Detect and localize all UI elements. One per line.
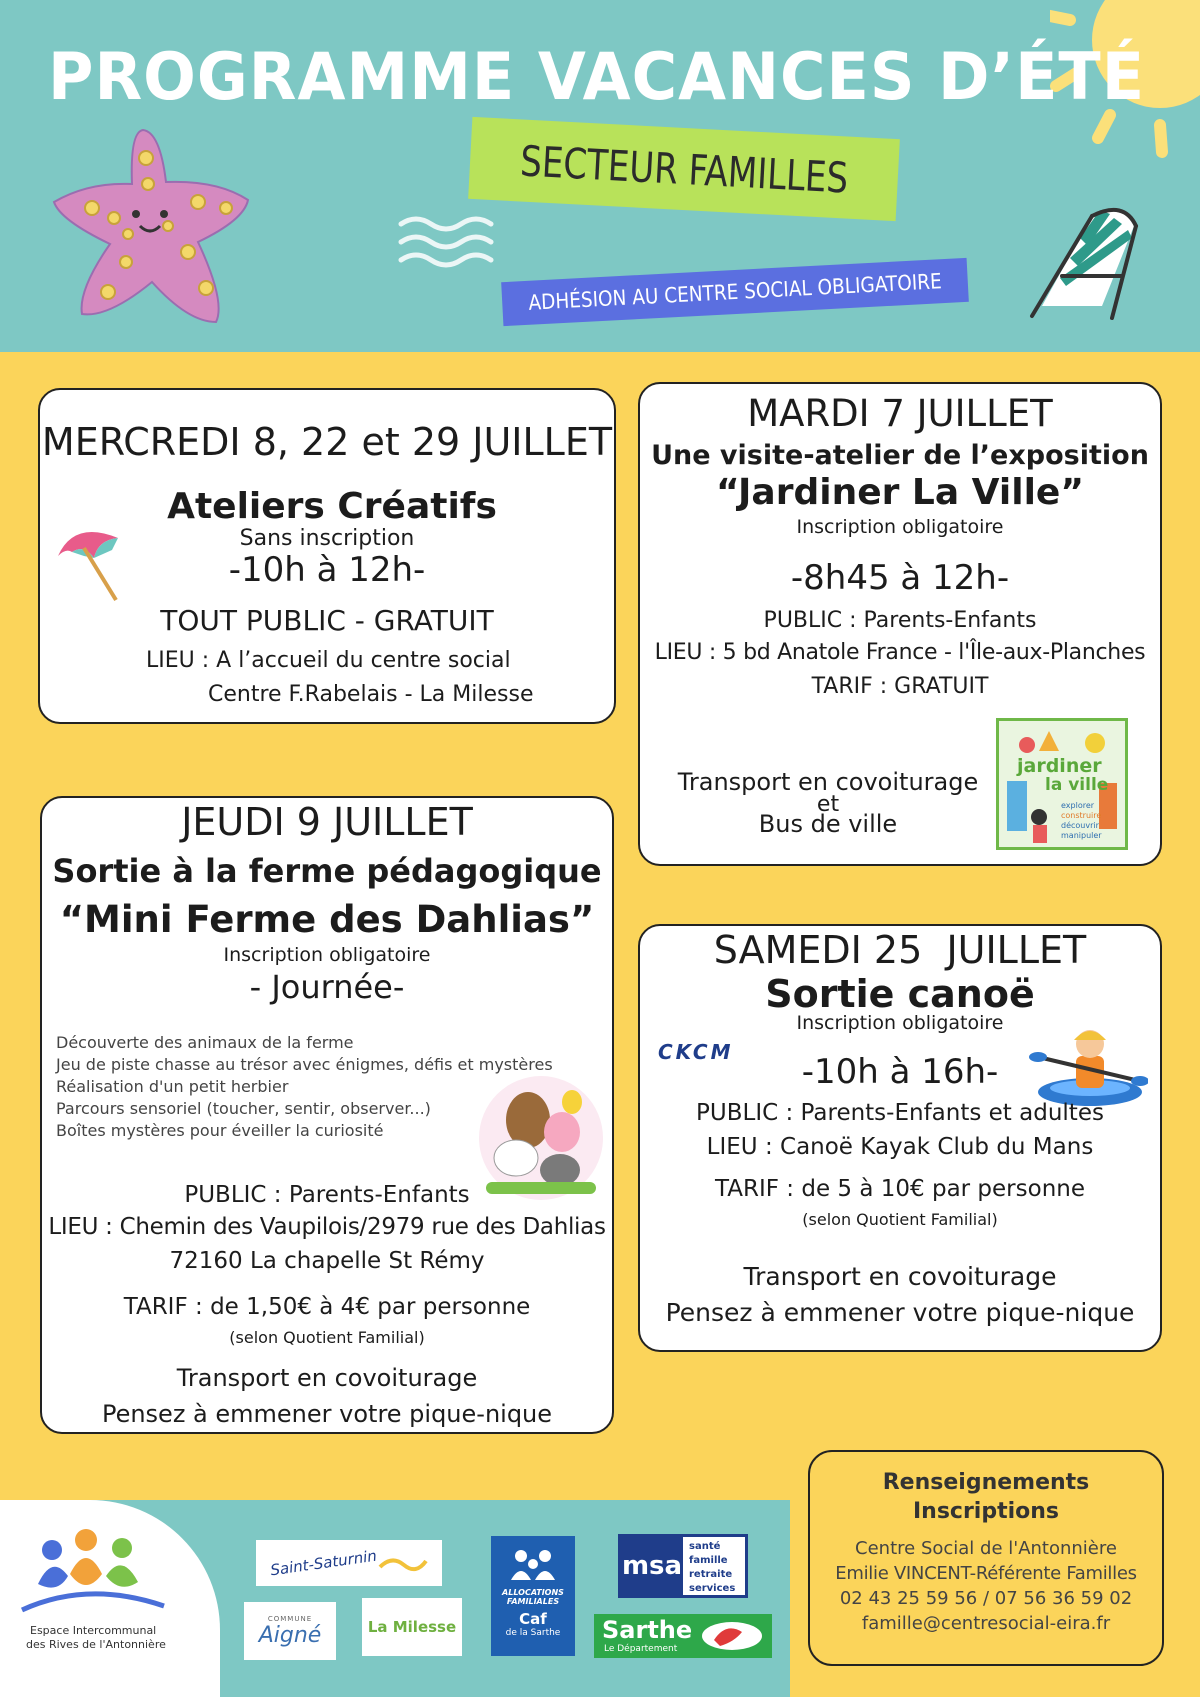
caf-label-2: FAMILIALES xyxy=(506,1597,560,1606)
waves-icon xyxy=(396,214,506,274)
event-public: TOUT PUBLIC - GRATUIT xyxy=(160,604,494,637)
msa-line: santé xyxy=(689,1541,721,1552)
contact-title-2: Inscriptions xyxy=(912,1499,1060,1524)
caf-label-4: de la Sarthe xyxy=(505,1628,561,1638)
msa-line: services xyxy=(689,1583,736,1594)
contact-center: Centre Social de l'Antonnière xyxy=(855,1538,1117,1559)
sarthe-emblem-icon xyxy=(698,1618,766,1654)
eira-logo-icon xyxy=(18,1524,168,1624)
event-subtitle: “Mini Ferme des Dahlias” xyxy=(59,898,595,941)
sarthe-label: Sarthe xyxy=(602,1616,693,1644)
event-tarif-note: (selon Quotient Familial) xyxy=(802,1210,998,1229)
beach-umbrella-icon xyxy=(54,526,126,604)
event-time: -10h à 16h- xyxy=(801,1052,999,1092)
msa-line: famille xyxy=(689,1555,728,1566)
event-transport-bus: Bus de ville xyxy=(758,810,898,838)
event-card-samedi xyxy=(638,924,1162,1352)
la-milesse-logo xyxy=(362,1598,462,1656)
contact-phone[interactable]: 02 43 25 59 56 / 07 56 36 59 02 xyxy=(839,1588,1133,1609)
event-lieu: LIEU : A l’accueil du centre social xyxy=(146,648,511,673)
event-lieu-detail: 72160 La chapelle St Rémy xyxy=(169,1248,485,1274)
msa-tagline xyxy=(683,1537,741,1595)
poster-title-2: la ville xyxy=(1045,775,1109,795)
beach-chair-icon xyxy=(1022,196,1152,326)
aigne-logo xyxy=(244,1602,336,1660)
event-subtitle: “Jardiner La Ville” xyxy=(715,472,1084,513)
msa-line: retraite xyxy=(689,1569,733,1580)
ckcm-logo: CKCM xyxy=(658,1040,734,1064)
poster-word: explorer xyxy=(1061,801,1095,810)
list-item: Découverte des animaux de la ferme xyxy=(56,1033,354,1052)
event-piquenique: Pensez à emmener votre pique-nique xyxy=(665,1298,1135,1327)
event-inscription: Sans inscription xyxy=(239,526,415,551)
event-inscription: Inscription obligatoire xyxy=(796,516,1004,538)
event-date: JEUDI 9 JUILLET xyxy=(181,800,473,844)
event-date: MERCREDI 8, 22 et 29 JUILLET xyxy=(41,420,613,464)
event-lieu-detail: Centre F.Rabelais - La Milesse xyxy=(208,682,534,707)
event-public: PUBLIC : Parents-Enfants xyxy=(763,608,1037,633)
event-title: Une visite-atelier de l’exposition xyxy=(651,440,1149,471)
event-transport-and: et xyxy=(816,792,840,817)
caf-label-1: ALLOCATIONS xyxy=(502,1588,564,1597)
caf-label-3: Caf xyxy=(519,1610,547,1628)
event-tarif: TARIF : de 1,50€ à 4€ par personne xyxy=(123,1294,531,1320)
wave-logo-icon xyxy=(378,1553,428,1573)
event-tarif: TARIF : GRATUIT xyxy=(811,674,989,699)
adhesion-banner xyxy=(501,258,969,326)
subtitle: SECTEUR FAMILLES xyxy=(518,135,850,203)
contact-title: Renseignements xyxy=(882,1470,1090,1495)
event-piquenique: Pensez à emmener votre pique-nique xyxy=(101,1400,553,1428)
eira-name-2: des Rives de l'Antonnière xyxy=(26,1638,166,1651)
poster-word: construire xyxy=(1061,811,1102,820)
list-item: Boîtes mystères pour éveiller la curiosité xyxy=(56,1121,384,1140)
subtitle-banner xyxy=(468,117,900,221)
event-public: PUBLIC : Parents-Enfants et adultes xyxy=(696,1100,1104,1126)
list-item: Réalisation d'un petit herbier xyxy=(56,1077,289,1096)
aigne-label: Aigné xyxy=(258,1622,322,1648)
page-title: PROGRAMME VACANCES D’ÉTÉ xyxy=(48,38,1146,115)
event-title: Sortie canoë xyxy=(765,972,1035,1016)
event-time: - Journée- xyxy=(249,968,405,1006)
event-transport: Transport en covoiturage xyxy=(743,1262,1057,1291)
event-time: -10h à 12h- xyxy=(228,550,426,590)
poster-word: découvrir xyxy=(1061,821,1099,830)
event-inscription: Inscription obligatoire xyxy=(796,1012,1004,1034)
contact-card xyxy=(808,1450,1164,1666)
poster-word: manipuler xyxy=(1061,831,1102,840)
event-lieu: LIEU : Chemin des Vaupilois/2979 rue des Dahlias xyxy=(48,1214,606,1240)
adhesion-text: ADHÉSION AU CENTRE SOCIAL OBLIGATOIRE xyxy=(527,269,943,315)
event-date: SAMEDI 25 JUILLET xyxy=(713,928,1087,972)
event-title: Sortie à la ferme pédagogique xyxy=(52,852,602,890)
la-milesse-label: La Milesse xyxy=(367,1618,457,1636)
event-tarif-note: (selon Quotient Familial) xyxy=(229,1328,425,1347)
header-banner xyxy=(0,0,1200,352)
event-card-mardi xyxy=(638,382,1162,866)
event-transport: Transport en covoiturage xyxy=(677,768,979,796)
saint-saturnin-label: Saint-Saturnin xyxy=(269,1546,379,1580)
event-public: PUBLIC : Parents-Enfants xyxy=(184,1182,470,1208)
list-item: Jeu de piste chasse au trésor avec énigmes, défis et mystères xyxy=(56,1055,553,1074)
aigne-commune-label: COMMUNE xyxy=(267,1614,313,1623)
poster-title: jardiner xyxy=(1017,755,1102,777)
event-lieu: LIEU : Canoë Kayak Club du Mans xyxy=(706,1134,1094,1160)
event-inscription: Inscription obligatoire xyxy=(223,944,431,966)
event-tarif: TARIF : de 5 à 10€ par personne xyxy=(714,1176,1085,1202)
event-title: Ateliers Créatifs xyxy=(167,486,497,527)
sarthe-sub: Le Département xyxy=(604,1644,678,1654)
msa-mark: msa xyxy=(621,1537,683,1595)
list-item: Parcours sensoriel (toucher, sentir, observer...) xyxy=(56,1099,431,1118)
contact-person: Emilie VINCENT-Référente Familles xyxy=(835,1563,1137,1584)
sarthe-logo xyxy=(594,1614,772,1658)
caf-family-icon xyxy=(503,1544,563,1584)
event-date: MARDI 7 JUILLET xyxy=(747,392,1053,435)
saint-saturnin-logo xyxy=(256,1540,442,1586)
eira-name: Espace Intercommunal xyxy=(30,1624,157,1637)
contact-email[interactable]: famille@centresocial-eira.fr xyxy=(861,1613,1111,1634)
event-time: -8h45 à 12h- xyxy=(790,558,1010,598)
event-card-jeudi xyxy=(40,796,614,1434)
event-transport: Transport en covoiturage xyxy=(176,1364,478,1392)
msa-logo xyxy=(618,1534,748,1598)
exposition-poster xyxy=(996,718,1128,850)
caf-logo xyxy=(491,1536,575,1656)
starfish-icon xyxy=(48,122,258,332)
event-card-mercredi xyxy=(38,388,616,724)
event-lieu: LIEU : 5 bd Anatole France - l'Île-aux-Planches xyxy=(654,640,1146,665)
